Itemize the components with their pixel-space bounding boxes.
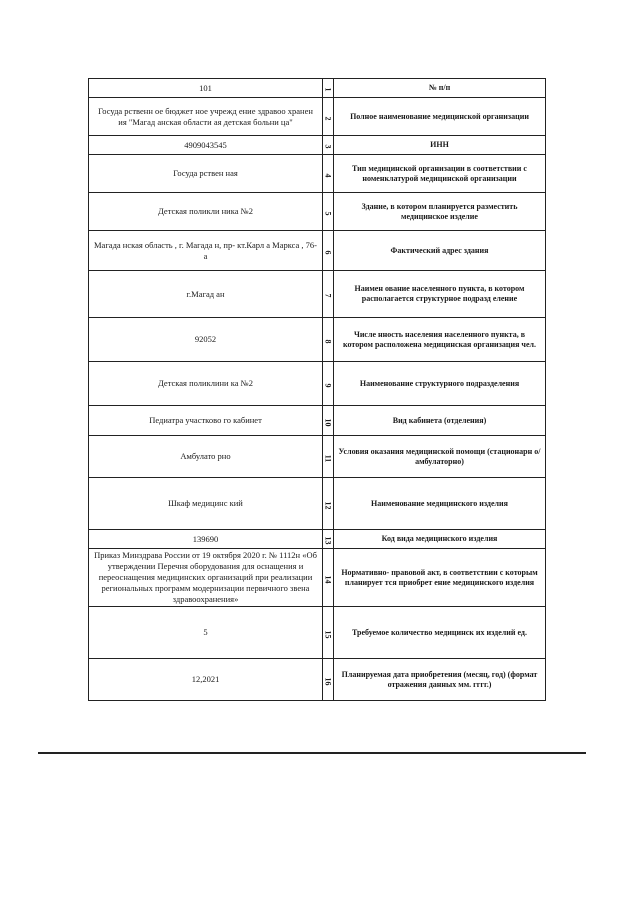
- row-number-cell: [323, 79, 334, 98]
- table-row: [89, 659, 546, 701]
- value-cell: 101: [89, 79, 323, 98]
- label-cell: № п/п: [334, 79, 546, 98]
- table-row: [89, 193, 546, 231]
- value-cell: Амбулато рно: [89, 436, 323, 478]
- row-number: 12: [323, 501, 333, 509]
- value-cell: Госуда рствен ная: [89, 155, 323, 193]
- label-cell: Код вида медицинского изделия: [334, 530, 546, 549]
- row-number: 1: [323, 87, 333, 92]
- label-cell: Числе нность населения населенного пункта, в котором расположена медицинская организация чел.: [334, 318, 546, 362]
- row-number-cell: [323, 549, 334, 607]
- table-row: [89, 478, 546, 530]
- value-cell: Шкаф медицинс кий: [89, 478, 323, 530]
- row-number: 16: [323, 677, 333, 685]
- row-number-cell: [323, 193, 334, 231]
- row-number-cell: [323, 659, 334, 701]
- row-number-cell: [323, 436, 334, 478]
- label-cell: Наимен ование населенного пункта, в котором располагается структурное подразд еление: [334, 271, 546, 318]
- row-number-cell: [323, 231, 334, 271]
- row-number: 6: [323, 250, 333, 254]
- label-cell: Тип медицинской организации в соответствии с номенклатурой медицинской организации: [334, 155, 546, 193]
- label-cell: Полное наименование медицинской организации: [334, 98, 546, 136]
- value-cell: 4909043545: [89, 136, 323, 155]
- value-cell: Магада нская область , г. Магада н, пр- кт.Карл а Маркса , 76-а: [89, 231, 323, 271]
- value-cell: г.Магад ан: [89, 271, 323, 318]
- row-number: 8: [323, 339, 333, 343]
- row-number-cell: [323, 362, 334, 406]
- label-cell: Фактический адрес здания: [334, 231, 546, 271]
- medical-device-table: [88, 78, 546, 701]
- footer-divider: [38, 752, 586, 754]
- row-number: 11: [323, 454, 333, 462]
- table-row: [89, 436, 546, 478]
- label-cell: ИНН: [334, 136, 546, 155]
- value-cell: Госуда рственн ое бюджет ное учрежд ение здравоо хранен ия "Магад анская области ая детская больни ца": [89, 98, 323, 136]
- label-cell: Наименование медицинского изделия: [334, 478, 546, 530]
- table-row: [89, 607, 546, 659]
- value-cell: Педиатра участково го кабинет: [89, 406, 323, 436]
- label-cell: Здание, в котором планируется разместить медицинское изделие: [334, 193, 546, 231]
- value-cell: 139690: [89, 530, 323, 549]
- table-row: [89, 98, 546, 136]
- table-row: [89, 271, 546, 318]
- row-number-cell: [323, 530, 334, 549]
- table-row: [89, 155, 546, 193]
- table-row: [89, 79, 546, 98]
- value-cell: Детская поликли ника №2: [89, 193, 323, 231]
- table-row: [89, 530, 546, 549]
- row-number: 5: [323, 211, 333, 215]
- table-row: [89, 231, 546, 271]
- row-number-cell: [323, 98, 334, 136]
- row-number-cell: [323, 155, 334, 193]
- label-cell: Нормативно- правовой акт, в соответствии с которым планирует тся приобрет ение медицинского изделия: [334, 549, 546, 607]
- value-cell: Детская поликлини ка №2: [89, 362, 323, 406]
- value-cell: 12,2021: [89, 659, 323, 701]
- table-row: [89, 318, 546, 362]
- label-cell: Требуемое количество медицинск их изделий ед.: [334, 607, 546, 659]
- value-cell: 5: [89, 607, 323, 659]
- row-number-cell: [323, 478, 334, 530]
- row-number: 10: [323, 418, 333, 426]
- row-number: 15: [323, 630, 333, 638]
- row-number-cell: [323, 406, 334, 436]
- value-cell: 92052: [89, 318, 323, 362]
- row-number: 2: [323, 116, 333, 120]
- document-sheet: [88, 78, 546, 689]
- label-cell: Планируемая дата приобретения (месяц, год) (формат отражения данных мм. гггг.): [334, 659, 546, 701]
- row-number: 13: [323, 536, 333, 545]
- label-cell: Условия оказания медицинской помощи (стационарн о/амбулаторно): [334, 436, 546, 478]
- row-number: 7: [323, 293, 333, 298]
- label-cell: Наименование структурного подразделения: [334, 362, 546, 406]
- row-number-cell: [323, 607, 334, 659]
- row-number-cell: [323, 318, 334, 362]
- table-row: [89, 549, 546, 607]
- label-cell: Вид кабинета (отделения): [334, 406, 546, 436]
- table-row: [89, 406, 546, 436]
- table-row: [89, 136, 546, 155]
- row-number: 14: [323, 575, 333, 583]
- row-number-cell: [323, 136, 334, 155]
- row-number-cell: [323, 271, 334, 318]
- row-number: 4: [323, 173, 333, 177]
- table-row: [89, 362, 546, 406]
- value-cell: Приказ Минздрава России от 19 октября 2020 г. № 1112н «Об утверждении Перечня оборудования для оснащения и переоснащения медицинских организаций при реализации региональных программ модернизации первичного звена здравоохранения»: [89, 549, 323, 607]
- row-number: 9: [323, 383, 333, 387]
- row-number: 3: [323, 144, 333, 149]
